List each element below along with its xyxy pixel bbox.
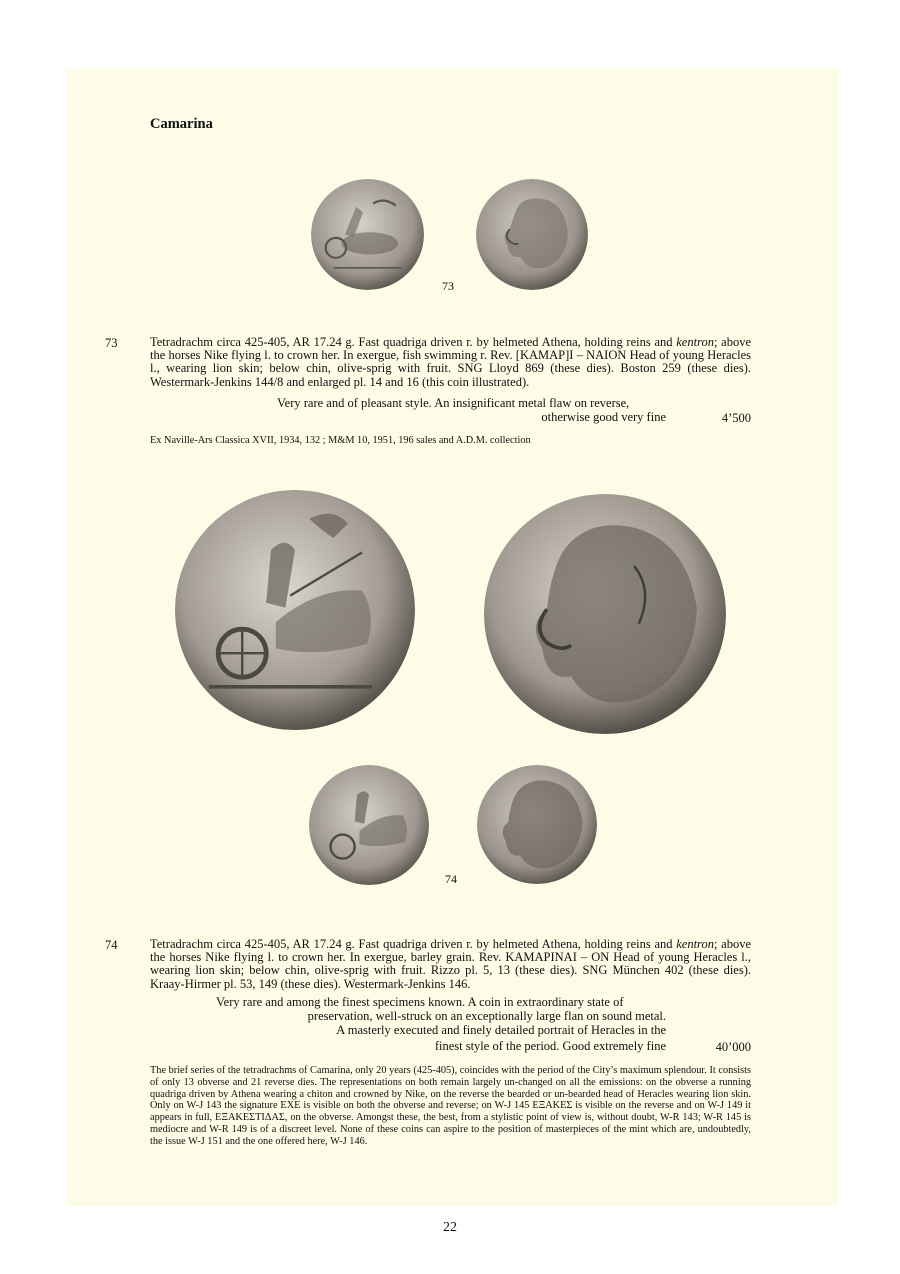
lot-73-text-italic: kentron [676, 335, 714, 349]
lot-73-description [150, 336, 751, 389]
coin-73-reverse-image [476, 179, 588, 290]
lot-73-condition-line1: Very rare and of pleasant style. An insignificant metal flaw on reverse, [277, 396, 630, 410]
lot-74-text-a: Tetradrachm circa 425-405, AR 17.24 g. Fast quadriga driven r. by helmeted Athena, holding reins and [150, 937, 677, 951]
lot-73-condition-line2: otherwise good very fine [541, 410, 666, 424]
lot-number-74: 74 [105, 938, 118, 952]
lot-74-condition-line4: finest style of the period. Good extremely fine [434, 1039, 666, 1053]
lot-number-73: 73 [105, 336, 118, 350]
lot-74-text-b: ; above the horses Nike flying l. to crown her. In exergue, barley grain. Rev. ΚΑΜΑΡΙΝΑΙ – ΟΝ Head of young Heracles l., wearing lion skin; below chin, olive-sprig with fruit. Rizzo pl. 5, 13 (these dies). SNG München 402 (these dies). Kraay-Hirmer pl. 53, 149 (these dies). Westermark-Jenkins 146. [150, 937, 751, 991]
section-title: Camarina [150, 116, 213, 132]
lot-74-condition-line2: preservation, well-struck on an exceptionally large flan on sound metal. [307, 1009, 666, 1023]
coin-74-obverse-enlarged-image [175, 490, 415, 730]
figure-number-74: 74 [445, 872, 457, 886]
lot-74-text-italic: kentron [676, 937, 714, 951]
page-number: 22 [443, 1220, 457, 1235]
lot-73-price: 4’500 [721, 411, 751, 425]
lot-74-commentary: The brief series of the tetradrachms of Camarina, only 20 years (425-405), coincides with the period of the City’s maximum splendour. It consists of only 13 obverse and 21 reverse dies. The representations on both remain largely un-changed on all the emissions: on the obverse a running quadriga driven by Athena wearing a chiton and crowned by Nike, on the reverse the bearded or un-bearded head of Heracles wearing lion skin. Only on W-J 143 the signature EXE is visible on both the obverse and reverse; on W-J 145 ΕΞΑΚΕΣ is visible on the reverse and on W-J 149 it appears in full, ΕΞΑΚΕΣΤΙΔΑΣ, on the obverse. Amongst these, the best, from a stylistic point of view is, without doubt, W-R 143; W-R 145 is mediocre and W-R 149 is of a discreet level. None of these coins can aspire to the position of masterpieces of the mint which are, undoubtedly, the issue W-J 151 and the one offered here, W-J 146. [150, 1065, 751, 1147]
lot-73-text-a: Tetradrachm circa 425-405, AR 17.24 g. Fast quadriga driven r. by helmeted Athena, holding reins and [150, 335, 677, 349]
coin-74-obverse-image [309, 765, 429, 885]
lot-73-provenance: Ex Naville-Ars Classica XVII, 1934, 132 ; M&M 10, 1951, 196 sales and A.D.M. collection [150, 435, 531, 446]
coin-73-obverse-image [311, 179, 424, 290]
lot-74-condition-line1: Very rare and among the finest specimens known. A coin in extraordinary state of [216, 995, 624, 1009]
lot-74-condition-line3: A masterly executed and finely detailed portrait of Heracles in the [336, 1023, 666, 1037]
figure-number-73: 73 [442, 279, 454, 293]
lot-74-description [150, 938, 751, 991]
coin-74-reverse-enlarged-image [484, 494, 726, 734]
lot-73-text-b: ; above the horses Nike flying l. to crown her. In exergue, fish swimming r. Rev. [ΚΑΜΑΡ]Ι – ΝΑΙΟΝ Head of young Heracles l., wearing lion skin; below chin, olive-sprig with fruit. SNG Lloyd 869 (these dies). Boston 259 (these dies). Westermark-Jenkins 144/8 and enlarged pl. 14 and 16 (this coin illustrated). [150, 335, 751, 389]
lot-74-price: 40’000 [715, 1040, 751, 1054]
coin-74-reverse-image [477, 765, 597, 884]
